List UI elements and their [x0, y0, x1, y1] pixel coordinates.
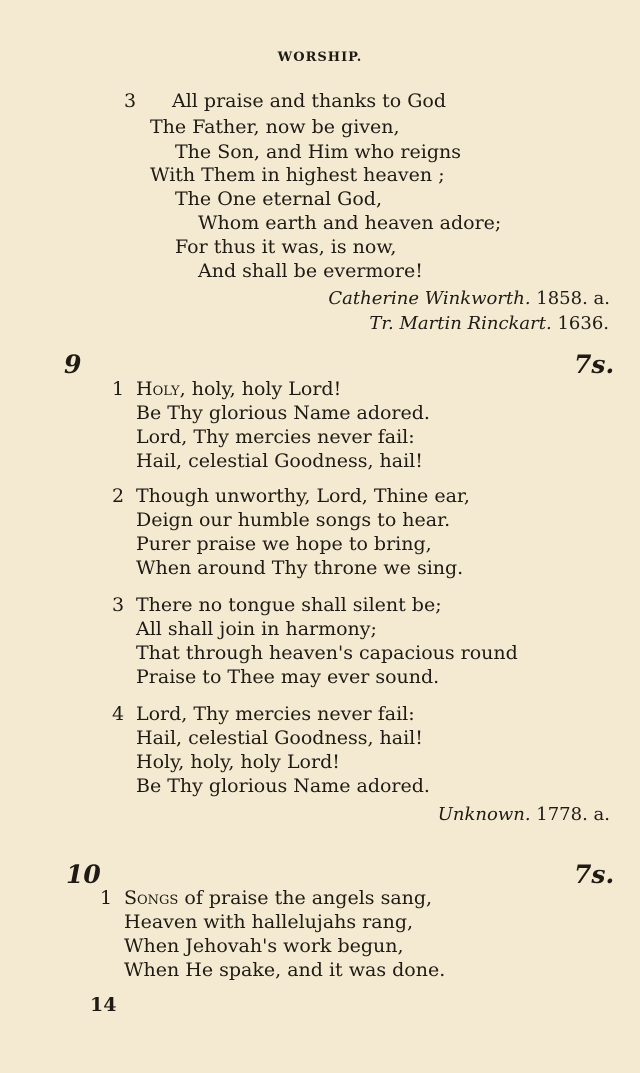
hymn-line: The One eternal God, — [175, 188, 382, 210]
hymn-line: Hail, celestial Goodness, hail! — [136, 727, 423, 749]
hymn-line: When Jehovah's work begun, — [124, 935, 404, 957]
hymn-meter: 7s. — [574, 860, 615, 889]
hymn-line: Heaven with hallelujahs rang, — [124, 911, 414, 933]
hymn-line — [136, 380, 341, 399]
hymn-line: The Son, and Him who reigns — [175, 141, 461, 163]
hymn-line: Holy, holy, holy Lord! — [136, 751, 340, 773]
hymn-line: Praise to Thee may ever sound. — [136, 666, 440, 688]
hymn-line: Whom earth and heaven adore; — [198, 212, 502, 234]
hymn-line: And shall be evermore! — [198, 260, 423, 282]
hymn-number: 9 — [64, 350, 82, 379]
author-year: 1636. — [557, 313, 609, 334]
hymn-number: 10 — [66, 860, 101, 889]
hymn-line: Lord, Thy mercies never fail: — [136, 703, 415, 725]
hymn-line: All praise and thanks to God — [172, 90, 446, 112]
hymn-line: There no tongue shall silent be; — [136, 594, 442, 616]
author-name: Unknown. — [437, 804, 531, 825]
hymn-line: With Them in highest heaven ; — [150, 164, 445, 186]
attribution-translator — [328, 290, 610, 308]
hymn-line: All shall join in harmony; — [136, 618, 377, 640]
attribution — [438, 806, 610, 824]
verse-number: 1 — [100, 887, 113, 909]
hymn-line: That through heaven's capacious round — [136, 642, 518, 664]
attribution-author — [369, 315, 609, 333]
hymn-line: Though unworthy, Lord, Thine ear, — [136, 485, 470, 507]
verse-number: 2 — [112, 485, 125, 507]
author-year: 1778. a. — [536, 804, 610, 825]
hymn-line — [124, 889, 432, 908]
first-word: Songs — [124, 887, 179, 909]
verse-number: 1 — [112, 378, 125, 400]
verse-number: 4 — [112, 703, 125, 725]
hymn-line: For thus it was, is now, — [175, 236, 397, 258]
hymn-line: Be Thy glorious Name adored. — [136, 775, 430, 797]
running-header: WORSHIP. — [277, 50, 363, 65]
hymn-line: When He spake, and it was done. — [124, 959, 446, 981]
author-year: 1858. a. — [536, 288, 610, 309]
hymn-line: Hail, celestial Goodness, hail! — [136, 450, 423, 472]
hymn-line: When around Thy throne we sing. — [136, 557, 464, 579]
verse-number: 3 — [124, 90, 137, 112]
hymn-meter: 7s. — [574, 350, 615, 379]
verse-number: 3 — [112, 594, 125, 616]
first-word: Holy — [136, 378, 180, 400]
author-name: Catherine Winkworth. — [328, 288, 531, 309]
hymn-line: Purer praise we hope to bring, — [136, 533, 432, 555]
hymn-line: Deign our humble songs to hear. — [136, 509, 451, 531]
page-number: 14 — [90, 994, 117, 1016]
hymn-line: Be Thy glorious Name adored. — [136, 402, 430, 424]
line-rest: of praise the angels sang, — [178, 887, 433, 909]
hymn-line: The Father, now be given, — [150, 116, 400, 138]
author-name: Tr. Martin Rinckart. — [369, 313, 552, 334]
line-rest: , holy, holy Lord! — [179, 378, 342, 400]
hymn-line: Lord, Thy mercies never fail: — [136, 426, 415, 448]
